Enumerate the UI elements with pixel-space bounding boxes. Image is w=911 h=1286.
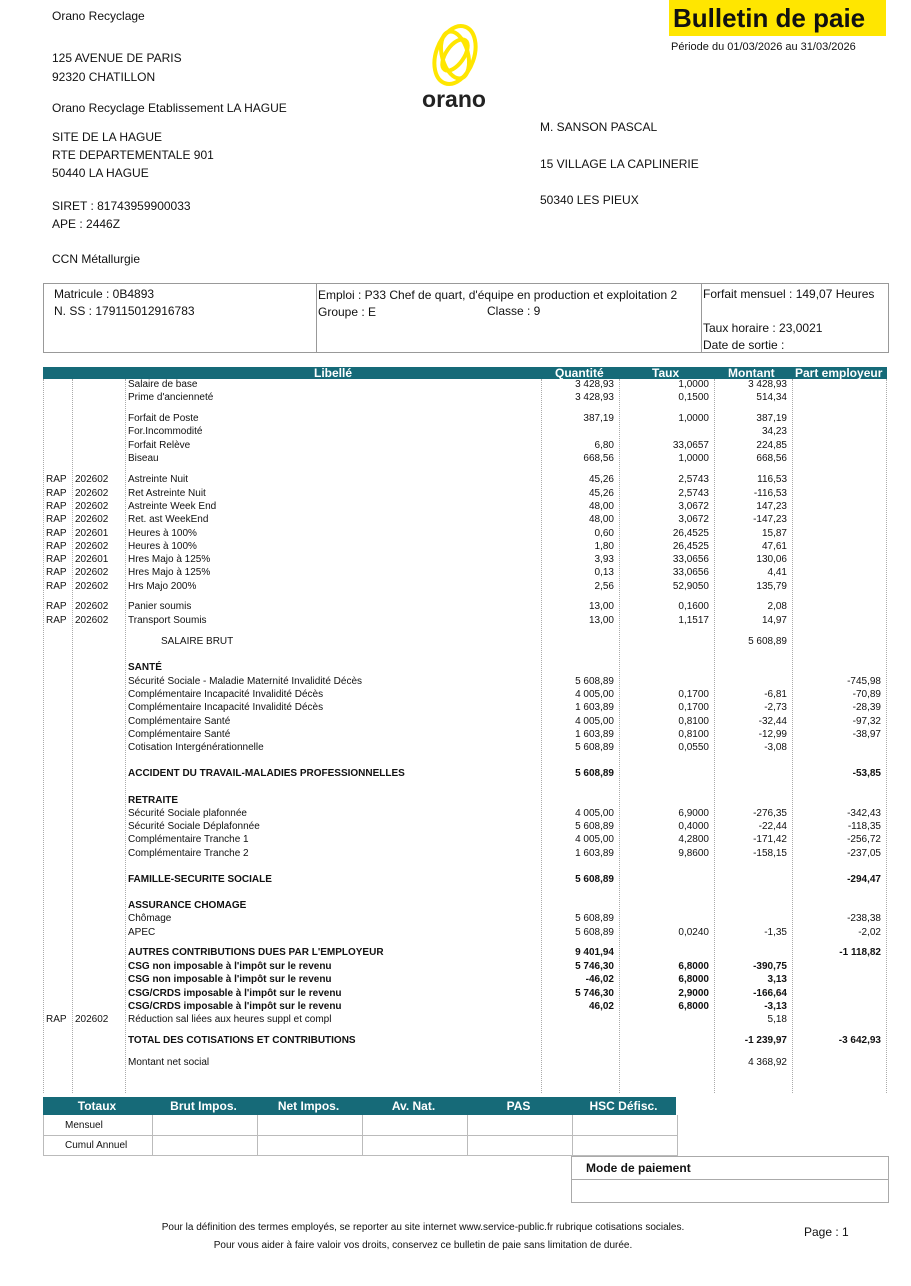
row-rap: RAP: [46, 601, 67, 612]
row-libelle: Complémentaire Santé: [128, 729, 231, 740]
row-quantite: 1 603,89: [575, 848, 614, 859]
row-montant: 47,61: [761, 541, 787, 552]
row-quantite: 45,26: [588, 488, 614, 499]
orano-logo: [408, 22, 500, 112]
row-taux: 0,0550: [678, 742, 709, 753]
row-montant: -116,53: [753, 488, 787, 499]
row-rap: RAP: [46, 514, 67, 525]
row-taux: 6,8000: [678, 961, 709, 972]
row-taux: 1,0000: [678, 453, 709, 464]
row-montant: -276,35: [753, 808, 787, 819]
row-quantite: 5 746,30: [575, 988, 614, 999]
totals-row-mensuel: Mensuel: [65, 1120, 103, 1131]
row-montant: 5 608,89: [748, 636, 787, 647]
employer-name: Orano Recyclage: [52, 9, 145, 23]
header-montant: Montant: [728, 366, 775, 380]
table-row: [43, 662, 887, 675]
header-part-employeur: Part employeur: [795, 366, 883, 380]
row-quantite: 387,19: [583, 413, 614, 424]
row-montant: 3 428,93: [748, 379, 787, 390]
taux-horaire: Taux horaire : 23,0021: [703, 321, 823, 335]
table-row: [43, 554, 887, 567]
row-montant: -158,15: [753, 848, 787, 859]
row-taux: 26,4525: [672, 528, 709, 539]
table-row: [43, 988, 887, 1001]
row-period: 202602: [75, 615, 109, 626]
row-quantite: 5 608,89: [575, 821, 614, 832]
row-libelle: Complémentaire Incapacité Invalidité Décès: [128, 689, 324, 700]
table-row: [43, 440, 887, 453]
row-libelle: Complémentaire Tranche 1: [128, 834, 249, 845]
table-row: [43, 795, 887, 808]
employer-address-line1: 125 AVENUE DE PARIS: [52, 51, 182, 65]
row-quantite: 48,00: [588, 501, 614, 512]
row-taux: 1,1517: [678, 615, 709, 626]
row-period: 202602: [75, 541, 109, 552]
row-montant: -166,64: [753, 988, 787, 999]
table-row: [43, 567, 887, 580]
row-taux: 3,0672: [678, 514, 709, 525]
totals-grid: [43, 1115, 678, 1156]
table-row: [43, 379, 887, 392]
row-rap: RAP: [46, 501, 67, 512]
table-row: [43, 501, 887, 514]
row-taux: 3,0672: [678, 501, 709, 512]
row-taux: 2,5743: [678, 488, 709, 499]
row-part-employeur: -38,97: [852, 729, 881, 740]
row-period: 202602: [75, 514, 109, 525]
table-row: [43, 426, 887, 439]
row-montant: -22,44: [758, 821, 787, 832]
row-taux: 1,0000: [678, 379, 709, 390]
table-row: [43, 821, 887, 834]
employee-name: M. SANSON PASCAL: [540, 120, 658, 134]
table-row: [43, 961, 887, 974]
row-montant: 15,87: [761, 528, 787, 539]
row-montant: 116,53: [757, 474, 787, 485]
row-taux: 6,8000: [678, 974, 709, 985]
row-montant: -3,13: [764, 1001, 787, 1012]
row-montant: 2,08: [767, 601, 787, 612]
row-montant: -1 239,97: [744, 1035, 787, 1046]
totals-header-net: Net Impos.: [277, 1099, 340, 1113]
row-libelle: Heures à 100%: [128, 528, 197, 539]
row-libelle: Hres Majo à 125%: [128, 567, 211, 578]
matricule: Matricule : 0B4893: [54, 287, 155, 301]
row-part-employeur: -70,89: [852, 689, 881, 700]
row-period: 202602: [75, 601, 109, 612]
establishment-name: Orano Recyclage Etablissement LA HAGUE: [52, 101, 287, 115]
row-libelle: Transport Soumis: [128, 615, 207, 626]
row-taux: 52,9050: [672, 581, 709, 592]
employer-address-line2: 92320 CHATILLON: [52, 70, 156, 84]
row-quantite: 2,56: [594, 581, 614, 592]
row-period: 202602: [75, 488, 109, 499]
row-libelle: AUTRES CONTRIBUTIONS DUES PAR L'EMPLOYEUR: [128, 947, 384, 958]
employee-info-box: [43, 283, 889, 353]
row-libelle: FAMILLE-SECURITE SOCIALE: [128, 874, 272, 885]
table-row: [43, 636, 887, 649]
table-row: [43, 453, 887, 466]
row-libelle: Réduction sal liées aux heures suppl et compl: [128, 1014, 332, 1025]
row-part-employeur: -97,32: [852, 716, 881, 727]
row-montant: -12,99: [758, 729, 787, 740]
row-quantite: 1 603,89: [575, 702, 614, 713]
row-montant: 668,56: [756, 453, 787, 464]
row-montant: -6,81: [764, 689, 787, 700]
nss: N. SS : 179115012916783: [54, 304, 195, 318]
row-taux: 33,0656: [672, 567, 709, 578]
row-part-employeur: -745,98: [847, 676, 881, 687]
classe: Classe : 9: [487, 304, 541, 318]
row-taux: 0,8100: [678, 716, 709, 727]
site-line1: SITE DE LA HAGUE: [52, 130, 163, 144]
row-period: 202602: [75, 501, 109, 512]
row-quantite: 0,60: [594, 528, 614, 539]
row-montant: 3,13: [767, 974, 787, 985]
groupe: Groupe : E: [318, 305, 377, 319]
row-taux: 0,0240: [678, 927, 709, 938]
row-libelle: Salaire de base: [128, 379, 198, 390]
row-quantite: 9 401,94: [575, 947, 614, 958]
totals-row-cumul: Cumul Annuel: [65, 1140, 128, 1151]
table-row: [43, 1014, 887, 1027]
row-quantite: 3 428,93: [575, 379, 614, 390]
row-rap: RAP: [46, 488, 67, 499]
row-quantite: 668,56: [583, 453, 614, 464]
row-montant: -171,42: [753, 834, 787, 845]
row-part-employeur: -237,05: [847, 848, 881, 859]
row-montant: 34,23: [761, 426, 787, 437]
row-libelle: Biseau: [128, 453, 159, 464]
row-libelle: CSG/CRDS imposable à l'impôt sur le revenu: [128, 988, 342, 999]
row-taux: 33,0657: [672, 440, 709, 451]
row-montant: 4 368,92: [748, 1057, 787, 1068]
row-part-employeur: -342,43: [847, 808, 881, 819]
row-taux: 2,5743: [678, 474, 709, 485]
payslip-table-body: [43, 379, 887, 1093]
row-part-employeur: -2,02: [858, 927, 881, 938]
totals-header: [43, 1097, 676, 1115]
row-quantite: 5 746,30: [575, 961, 614, 972]
row-taux: 4,2800: [678, 834, 709, 845]
row-libelle: Ret. ast WeekEnd: [128, 514, 209, 525]
row-libelle: Cotisation Intergénérationnelle: [128, 742, 264, 753]
row-taux: 0,4000: [678, 821, 709, 832]
row-libelle: For.Incommodité: [128, 426, 203, 437]
row-montant: 224,85: [756, 440, 787, 451]
footer-line2: Pour vous aider à faire valoir vos droits, conservez ce bulletin de paie sans limitation de durée.: [213, 1240, 633, 1251]
emploi: Emploi : P33 Chef de quart, d'équipe en production et exploitation 2: [318, 288, 678, 302]
logo-text: orano: [422, 86, 486, 112]
row-montant: -1,35: [764, 927, 787, 938]
row-quantite: 3,93: [594, 554, 614, 565]
row-taux: 2,9000: [678, 988, 709, 999]
row-quantite: 0,13: [594, 567, 614, 578]
totals-header-totaux: Totaux: [77, 1099, 117, 1113]
row-libelle: Montant net social: [128, 1057, 210, 1068]
employee-address-line1: 15 VILLAGE LA CAPLINERIE: [540, 157, 699, 171]
row-taux: 6,8000: [678, 1001, 709, 1012]
row-quantite: 46,02: [588, 1001, 614, 1012]
totals-header-pas: PAS: [506, 1099, 531, 1113]
row-libelle: CSG non imposable à l'impôt sur le revenu: [128, 974, 332, 985]
row-taux: 1,0000: [678, 413, 709, 424]
row-rap: RAP: [46, 528, 67, 539]
table-row: [43, 1057, 887, 1070]
row-montant: -147,23: [753, 514, 787, 525]
payment-mode-label: Mode de paiement: [586, 1161, 691, 1175]
table-row: [43, 615, 887, 628]
row-libelle: Heures à 100%: [128, 541, 197, 552]
row-libelle: Hres Majo à 125%: [128, 554, 211, 565]
row-rap: RAP: [46, 541, 67, 552]
period: Période du 01/03/2026 au 31/03/2026: [671, 41, 856, 53]
row-part-employeur: -1 118,82: [839, 947, 881, 958]
row-quantite: 5 608,89: [575, 913, 614, 924]
totals-header-hsc: HSC Défisc.: [589, 1099, 658, 1113]
forfait-mensuel: Forfait mensuel : 149,07 Heures: [703, 287, 875, 301]
table-row: [43, 729, 887, 742]
payment-mode-box: [571, 1156, 889, 1203]
table-row: [43, 874, 887, 887]
row-quantite: 1 603,89: [575, 729, 614, 740]
row-rap: RAP: [46, 1014, 67, 1025]
row-montant: -3,08: [764, 742, 787, 753]
date-sortie: Date de sortie :: [703, 338, 785, 352]
row-libelle: Prime d'ancienneté: [128, 392, 214, 403]
table-row: [43, 808, 887, 821]
ape: APE : 2446Z: [52, 217, 121, 231]
row-montant: -32,44: [758, 716, 787, 727]
row-libelle: APEC: [128, 927, 156, 938]
row-montant: 387,19: [756, 413, 787, 424]
table-row: [43, 689, 887, 702]
orano-logo-icon: [408, 22, 500, 112]
row-quantite: 5 608,89: [575, 768, 614, 779]
row-part-employeur: -238,38: [847, 913, 881, 924]
table-row: [43, 848, 887, 861]
row-montant: 14,97: [761, 615, 787, 626]
table-row: [43, 676, 887, 689]
table-row: [43, 702, 887, 715]
table-row: [43, 541, 887, 554]
site-line3: 50440 LA HAGUE: [52, 166, 149, 180]
row-period: 202602: [75, 567, 109, 578]
table-row: [43, 1035, 887, 1048]
employee-address-line2: 50340 LES PIEUX: [540, 193, 639, 207]
site-line2: RTE DEPARTEMENTALE 901: [52, 148, 214, 162]
row-montant: 4,41: [767, 567, 787, 578]
row-libelle: SANTÉ: [128, 662, 162, 673]
row-taux: 26,4525: [672, 541, 709, 552]
table-row: [43, 900, 887, 913]
table-row: [43, 974, 887, 987]
row-libelle: CSG/CRDS imposable à l'impôt sur le revenu: [128, 1001, 342, 1012]
row-quantite: 5 608,89: [575, 676, 614, 687]
row-quantite: 13,00: [588, 601, 614, 612]
row-quantite: 45,26: [588, 474, 614, 485]
row-part-employeur: -53,85: [852, 768, 881, 779]
row-period: 202602: [75, 474, 109, 485]
row-libelle: Panier soumis: [128, 601, 192, 612]
table-row: [43, 742, 887, 755]
row-libelle: RETRAITE: [128, 795, 178, 806]
table-row: [43, 474, 887, 487]
row-taux: 0,1600: [678, 601, 709, 612]
header-taux: Taux: [652, 366, 680, 380]
row-taux: 9,8600: [678, 848, 709, 859]
table-row: [43, 1001, 887, 1014]
row-montant: -2,73: [764, 702, 787, 713]
row-taux: 0,1700: [678, 702, 709, 713]
row-quantite: 13,00: [588, 615, 614, 626]
row-period: 202602: [75, 581, 109, 592]
row-part-employeur: -118,35: [847, 821, 881, 832]
row-quantite: 48,00: [588, 514, 614, 525]
row-quantite: -46,02: [585, 974, 614, 985]
row-libelle: Ret Astreinte Nuit: [128, 488, 206, 499]
table-row: [43, 514, 887, 527]
row-quantite: 3 428,93: [575, 392, 614, 403]
row-taux: 6,9000: [678, 808, 709, 819]
table-row: [43, 913, 887, 926]
row-libelle: ACCIDENT DU TRAVAIL-MALADIES PROFESSIONNELLES: [128, 768, 405, 779]
totals-header-brut: Brut Impos.: [170, 1099, 237, 1113]
siret: SIRET : 81743959900033: [52, 199, 191, 213]
row-rap: RAP: [46, 474, 67, 485]
row-libelle: Forfait de Poste: [128, 413, 199, 424]
table-row: [43, 927, 887, 940]
document-title-box: [669, 0, 886, 36]
totals-header-avnat: Av. Nat.: [391, 1099, 436, 1113]
header-libelle: Libellé: [314, 366, 353, 380]
payslip-table-header: [43, 367, 887, 379]
row-montant: 130,06: [756, 554, 787, 565]
row-libelle: Complémentaire Incapacité Invalidité Décès: [128, 702, 324, 713]
table-row: [43, 716, 887, 729]
row-libelle: Sécurité Sociale plafonnée: [128, 808, 247, 819]
row-libelle: Astreinte Nuit: [128, 474, 189, 485]
row-rap: RAP: [46, 615, 67, 626]
row-libelle: Chômage: [128, 913, 172, 924]
table-row: [43, 834, 887, 847]
row-montant: 147,23: [756, 501, 787, 512]
row-montant: 135,79: [756, 581, 787, 592]
row-libelle: TOTAL DES COTISATIONS ET CONTRIBUTIONS: [128, 1035, 356, 1046]
table-row: [43, 413, 887, 426]
row-rap: RAP: [46, 567, 67, 578]
row-libelle: SALAIRE BRUT: [161, 636, 234, 647]
table-row: [43, 601, 887, 614]
row-taux: 0,1700: [678, 689, 709, 700]
table-row: [43, 947, 887, 960]
table-row: [43, 392, 887, 405]
row-period: 202602: [75, 1014, 109, 1025]
table-row: [43, 488, 887, 501]
row-taux: 33,0656: [672, 554, 709, 565]
row-libelle: Sécurité Sociale - Maladie Maternité Invalidité Décès: [128, 676, 362, 687]
row-libelle: ASSURANCE CHOMAGE: [128, 900, 247, 911]
row-montant: -390,75: [753, 961, 787, 972]
row-libelle: CSG non imposable à l'impôt sur le revenu: [128, 961, 332, 972]
row-quantite: 5 608,89: [575, 927, 614, 938]
row-libelle: Forfait Relève: [128, 440, 191, 451]
row-part-employeur: -256,72: [847, 834, 881, 845]
row-taux: 0,1500: [678, 392, 709, 403]
table-row: [43, 768, 887, 781]
footer-line1: Pour la définition des termes employés, se reporter au site internet www.service-public.fr rubrique cotisations sociales.: [161, 1222, 685, 1233]
row-period: 202601: [75, 554, 109, 565]
document-title: Bulletin de paie: [673, 3, 866, 33]
row-quantite: 4 005,00: [575, 834, 614, 845]
row-period: 202601: [75, 528, 109, 539]
table-row: [43, 581, 887, 594]
row-libelle: Complémentaire Santé: [128, 716, 231, 727]
row-quantite: 5 608,89: [575, 742, 614, 753]
row-montant: 5,18: [767, 1014, 787, 1025]
row-libelle: Sécurité Sociale Déplafonnée: [128, 821, 260, 832]
row-quantite: 6,80: [594, 440, 614, 451]
row-libelle: Astreinte Week End: [128, 501, 217, 512]
row-rap: RAP: [46, 554, 67, 565]
row-part-employeur: -3 642,93: [838, 1035, 881, 1046]
row-quantite: 4 005,00: [575, 808, 614, 819]
row-montant: 514,34: [756, 392, 787, 403]
row-part-employeur: -28,39: [852, 702, 881, 713]
row-quantite: 5 608,89: [575, 874, 614, 885]
row-libelle: Hrs Majo 200%: [128, 581, 197, 592]
row-quantite: 1,80: [594, 541, 614, 552]
row-part-employeur: -294,47: [847, 874, 881, 885]
ccn: CCN Métallurgie: [52, 252, 141, 266]
row-rap: RAP: [46, 581, 67, 592]
header-quantite: Quantité: [555, 366, 604, 380]
row-taux: 0,8100: [678, 729, 709, 740]
page-number: Page : 1: [804, 1225, 849, 1239]
row-quantite: 4 005,00: [575, 716, 614, 727]
row-libelle: Complémentaire Tranche 2: [128, 848, 249, 859]
row-quantite: 4 005,00: [575, 689, 614, 700]
table-row: [43, 528, 887, 541]
